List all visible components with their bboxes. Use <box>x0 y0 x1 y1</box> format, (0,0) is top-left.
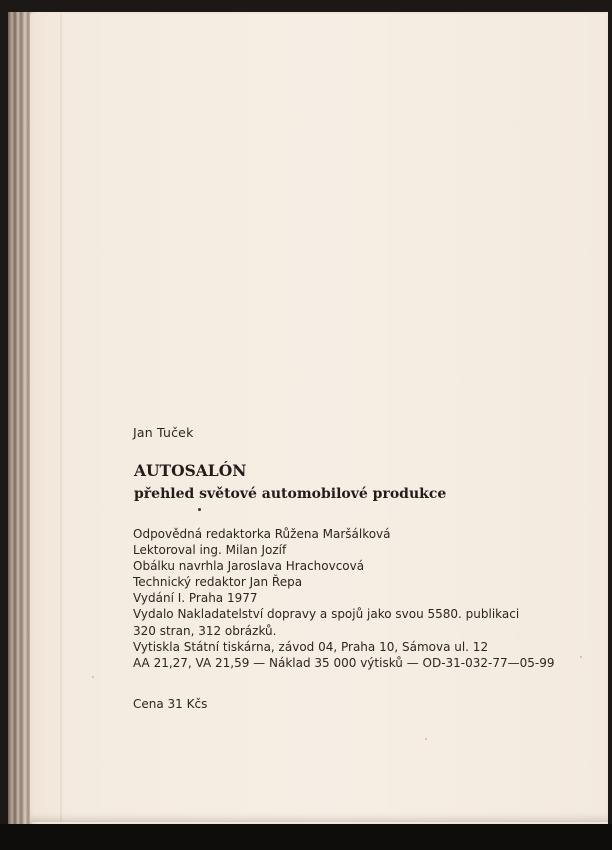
author-name: Jan Tuček <box>133 425 194 440</box>
imprint-line: Vydalo Nakladatelství dopravy a spojů jako svou 5580. publikaci <box>133 607 520 622</box>
scan-bottom-border <box>0 824 612 850</box>
imprint-line: Obálku navrhla Jaroslava Hrachovcová <box>133 559 365 574</box>
imprint-line: Vytiskla Státní tiskárna, závod 04, Praha 10, Sámova ul. 12 <box>133 639 489 654</box>
ornament-dot <box>198 508 201 511</box>
imprint-line: Lektoroval ing. Milan Jozíf <box>133 543 287 558</box>
paper-speck <box>425 738 427 740</box>
paper-speck <box>580 656 582 658</box>
paper-speck <box>92 676 94 678</box>
book-title: AUTOSALÓN <box>134 461 247 480</box>
imprint-line: Technický redaktor Jan Řepa <box>133 575 303 590</box>
price-label: Cena 31 Kčs <box>133 697 208 711</box>
imprint-block <box>133 526 555 671</box>
book-subtitle: přehled světové automobilové produkce <box>134 486 447 502</box>
page-crease <box>60 14 62 822</box>
imprint-line: 320 stran, 312 obrázků. <box>133 623 277 638</box>
imprint-line: Vydání I. Praha 1977 <box>133 591 258 606</box>
imprint-line: Odpovědná redaktorka Růžena Maršálková <box>133 527 391 541</box>
book-page <box>30 14 608 822</box>
imprint-line: AA 21,27, VA 21,59 — Náklad 35 000 výtisků — OD-31-032-77—05-99 <box>133 655 555 670</box>
